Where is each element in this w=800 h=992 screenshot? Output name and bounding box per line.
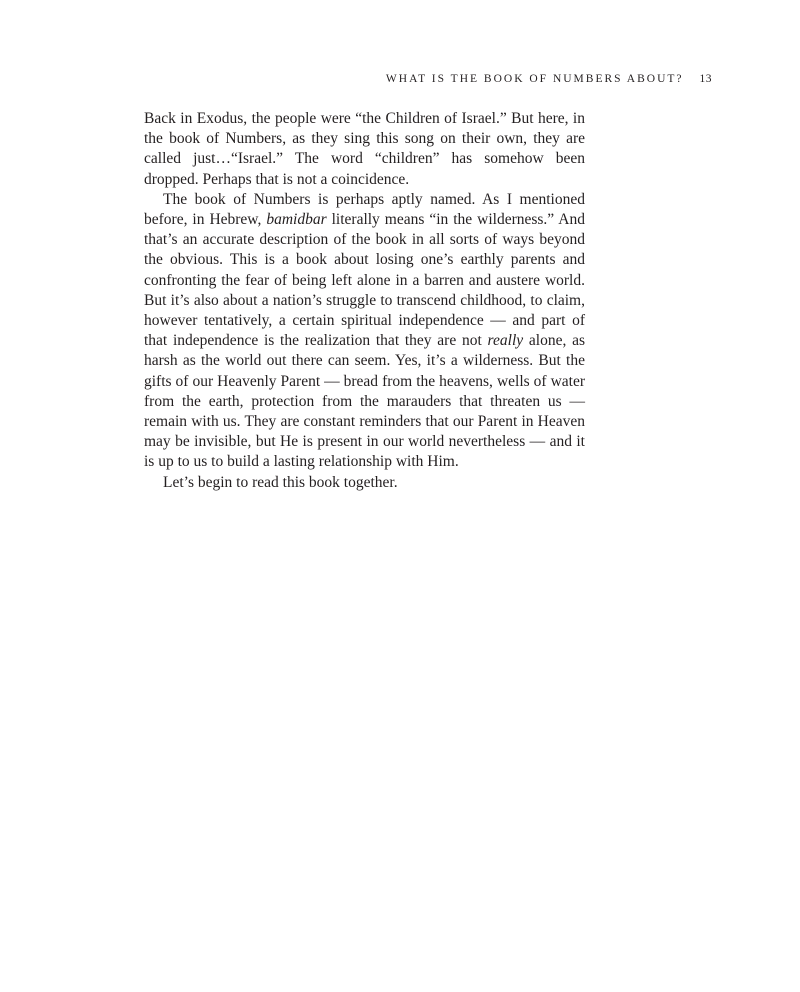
- paragraph-text: literally means “in the wilderness.” And that’s an accurate description of the book in all sorts of ways beyond the obvious. This is a book about losing one’s earthly parents and confronting the fear of being left alone in a barren and austere world. But it’s also about a nation’s struggle to transcend childhood, to claim, however tentatively, a certain spiritual independence — and part of that independence is the realization that they are not: [144, 211, 585, 350]
- paragraph-text: Back in Exodus, the people were “the Children of Israel.” But here, in the book of Numbers, as they sing this song on their own, they are called just…“Israel.” The word “children” has somehow been dropped. Perhaps that is not a coincidence.: [144, 110, 585, 188]
- paragraph-text: alone, as harsh as the world out there can seem. Yes, it’s a wilderness. But the gifts of our Heavenly Parent — bread from the heavens, wells of water from the earth, protection from the marauders that threaten us — remain with us. They are constant reminders that our Parent in Heaven may be invisible, but He is present in our world nevertheless — and it is up to us to build a lasting relationship with Him.: [144, 332, 585, 471]
- running-head-title: WHAT IS THE BOOK OF NUMBERS ABOUT?: [385, 73, 684, 85]
- paragraph-3: [144, 473, 585, 493]
- italic-word-really: really: [487, 332, 524, 350]
- running-head: [386, 72, 712, 86]
- page-number: 13: [699, 73, 712, 85]
- body-text: [144, 109, 585, 493]
- italic-term-bamidbar: bamidbar: [266, 211, 327, 229]
- paragraph-text: Let’s begin to read this book together.: [163, 473, 398, 491]
- paragraph-2: [144, 190, 585, 473]
- paragraph-text: The book of Numbers is perhaps aptly named. As I mentioned before, in Hebrew,: [144, 190, 585, 229]
- paragraph-1: [144, 109, 585, 190]
